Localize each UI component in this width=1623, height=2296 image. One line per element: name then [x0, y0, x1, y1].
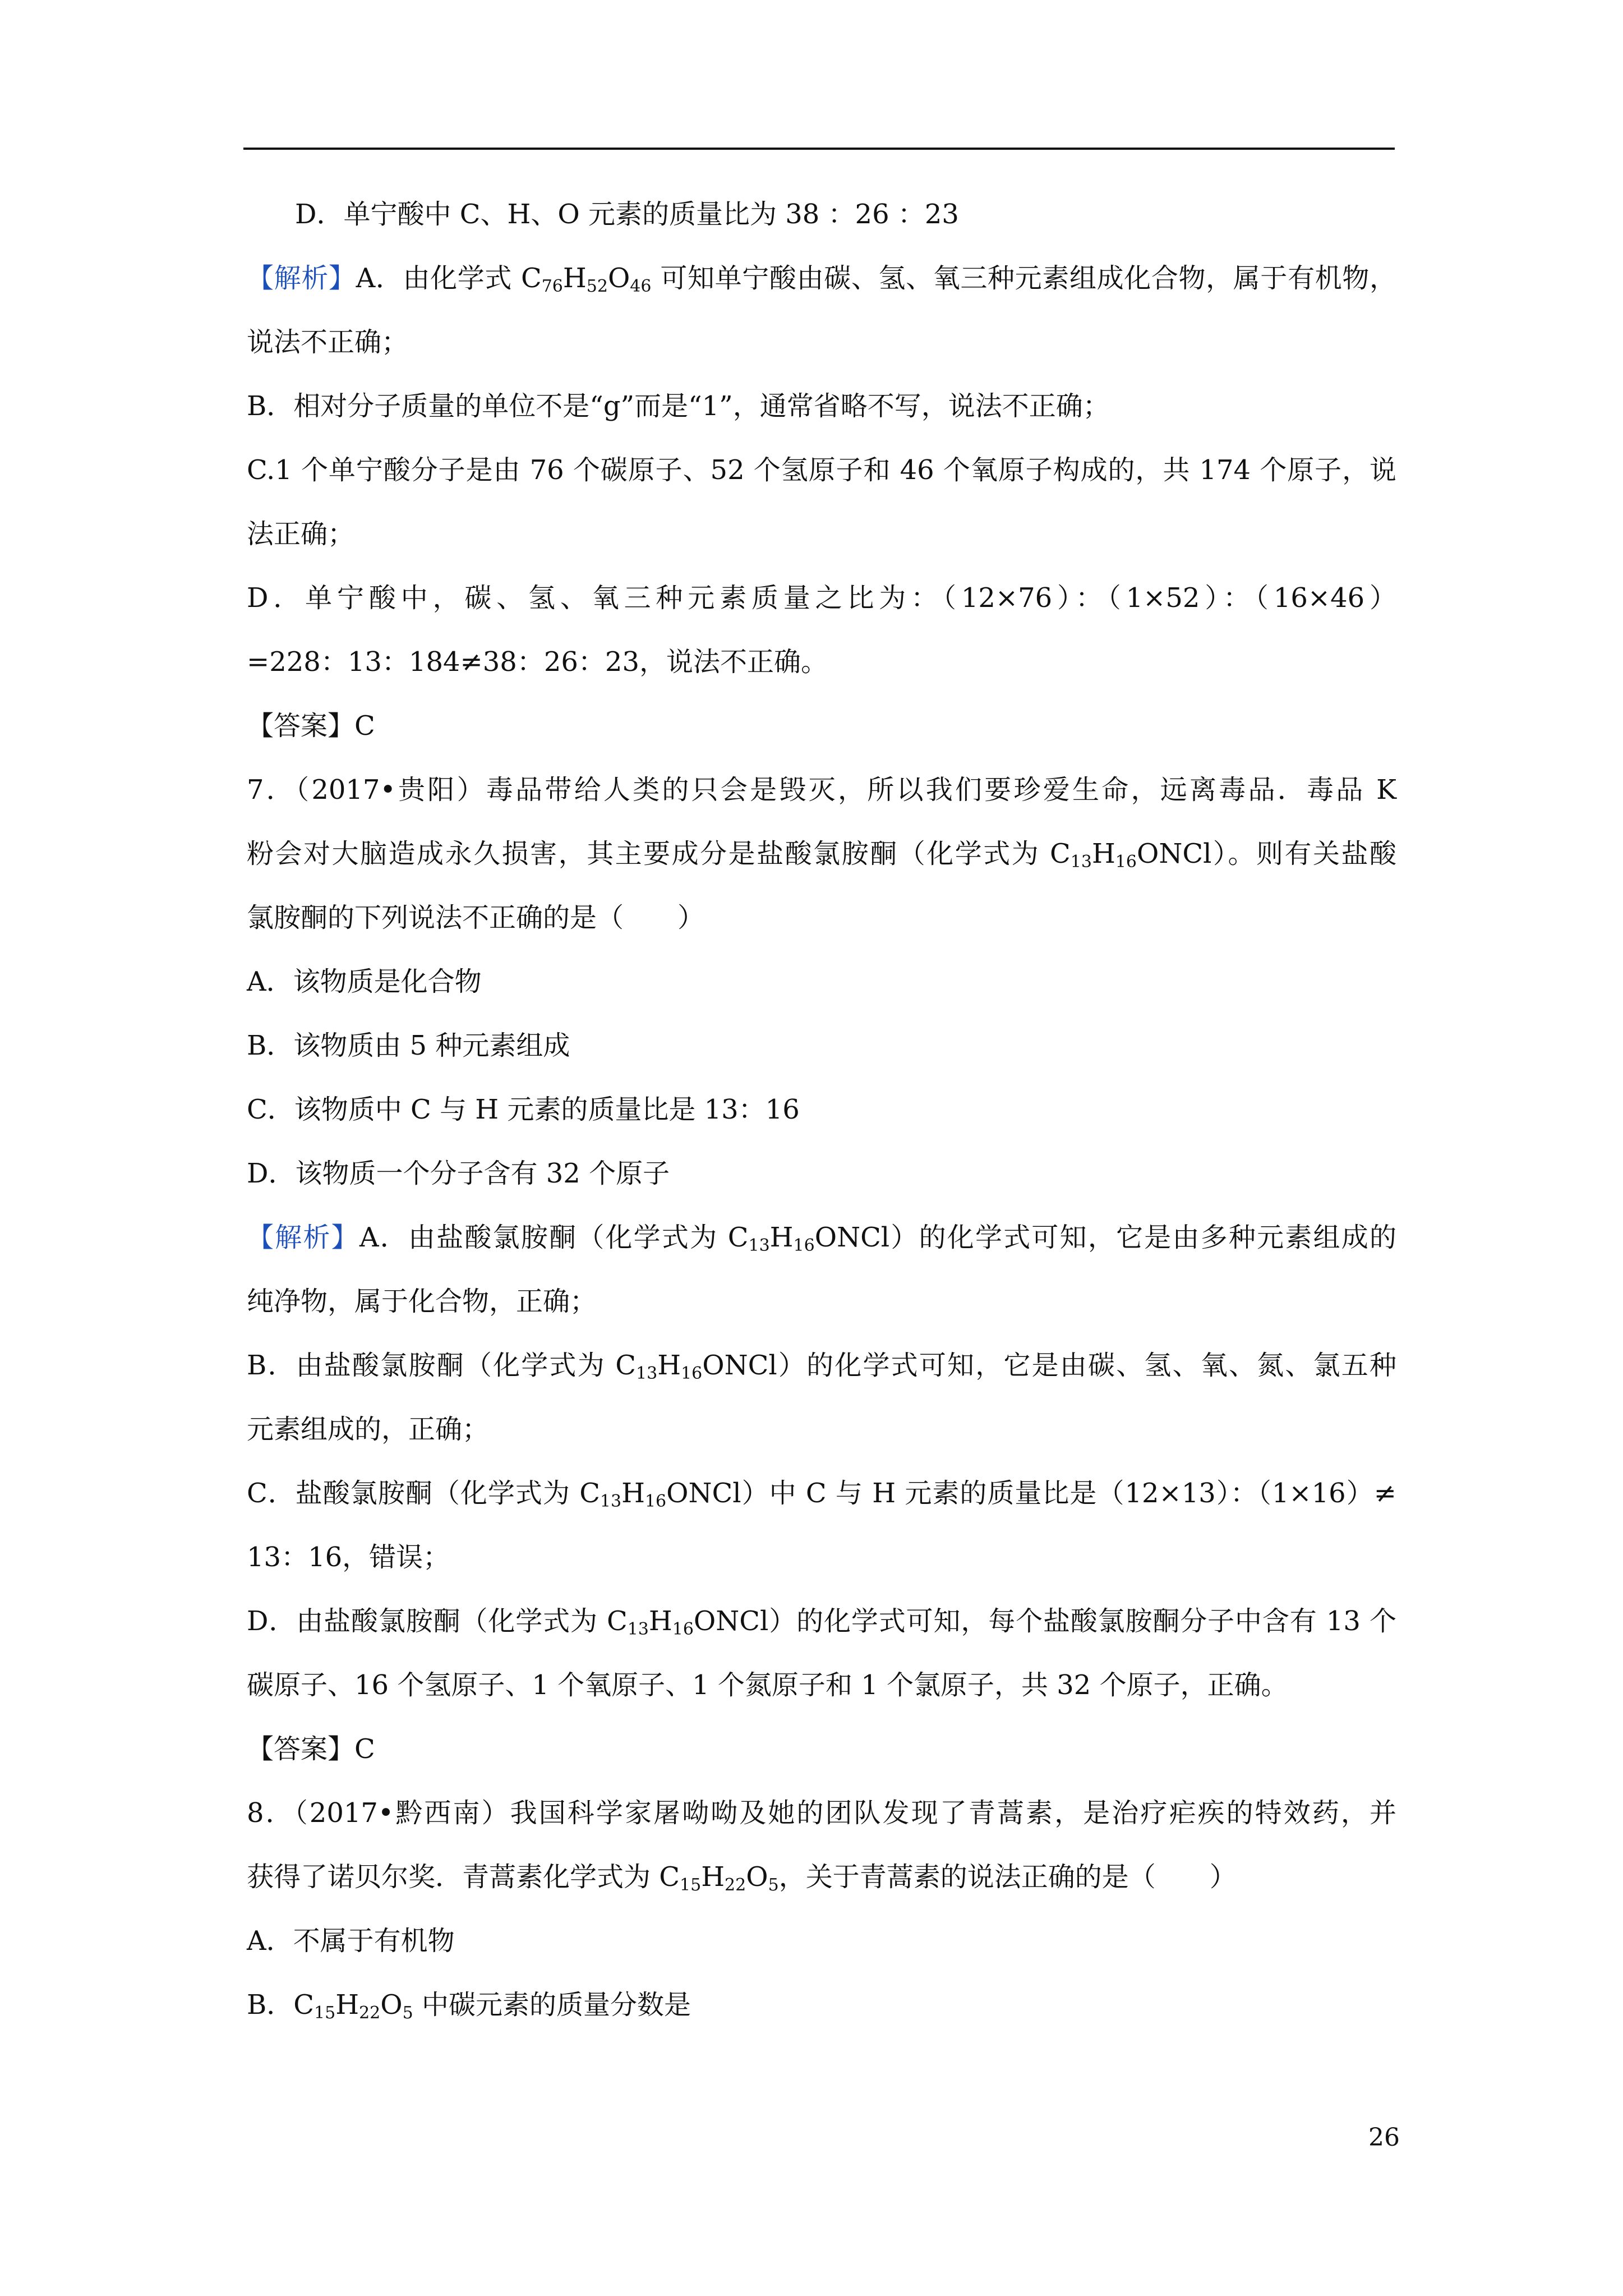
text-line: 氯胺酮的下列说法不正确的是（ ）: [247, 902, 705, 933]
text-line: D．单宁酸中 C、H、O 元素的质量比为 38 ：26 ：23: [295, 199, 959, 230]
answer-line: 【答案】C: [247, 1733, 375, 1765]
text-line: 粉会对大脑造成永久损害，其主要成分是盐酸氯胺酮（化学式为 $C_{13}H_{16}ONCl$）。则有关盐酸: [247, 838, 1396, 872]
text-line: D．由盐酸氯胺酮（化学式为 $C_{13}H_{16}ONCl$）的化学式可知，每个盐酸氯胺酮分子中含有 13 个: [247, 1605, 1396, 1639]
text-line: C.1 个单宁酸分子是由 76 个碳原子、52 个氢原子和 46 个氧原子构成的，共 174 个原子，说: [247, 454, 1396, 486]
option-c: C．该物质中 C 与 H 元素的质量比是 13：16: [247, 1094, 800, 1125]
option-b: B．$C_{15}H_{22}O_5$ 中碳元素的质量分数是: [247, 1989, 691, 2023]
text-line: 碳原子、16 个氢原子、1 个氧原子、1 个氮原子和 1 个氯原子，共 32 个原子，正确。: [247, 1669, 1288, 1701]
page-number: 26: [1368, 2123, 1400, 2152]
option-a: A．不属于有机物: [247, 1925, 455, 1957]
text-line: 【解析】A．由化学式 $C_{76}H_{52}O_{46}$ 可知单宁酸由碳、氢、氧三种元素组成化合物，属于有机物，: [247, 263, 1396, 296]
text-line: 元素组成的，正确；: [247, 1414, 490, 1445]
text-line: 说法不正确；: [247, 326, 409, 358]
option-b: B．该物质由 5 种元素组成: [247, 1030, 570, 1061]
text-line: 13：16，错误；: [247, 1542, 450, 1573]
question-8-title: 8．（2017•黔西南）我国科学家屠呦呦及她的团队发现了青蒿素，是治疗疟疾的特效药，并: [247, 1797, 1396, 1829]
text-line: =228：13：184≠38：26：23，说法不正确。: [247, 646, 828, 678]
text-line: C．盐酸氯胺酮（化学式为 $C_{13}H_{16}ONCl$）中 C 与 H 元素的质量比是（12×13）：（1×16）≠: [247, 1478, 1396, 1511]
option-a: A．该物质是化合物: [247, 966, 482, 997]
analysis-tag: 【解析】: [247, 263, 356, 294]
option-d: D．该物质一个分子含有 32 个原子: [247, 1158, 670, 1189]
analysis-tag: 【解析】: [247, 1222, 359, 1253]
answer-line: 【答案】C: [247, 710, 375, 742]
text-line: B．相对分子质量的单位不是“g”而是“1”，通常省略不写，说法不正确；: [247, 390, 1110, 422]
page-body: [247, 197, 1396, 2052]
text-line: D．单宁酸中，碳、氢、氧三种元素质量之比为：（12×76）：（1×52）：（16×46）: [247, 582, 1396, 614]
text-line: B．由盐酸氯胺酮（化学式为 $C_{13}H_{16}ONCl$）的化学式可知，它是由碳、氢、氧、氮、氯五种: [247, 1350, 1396, 1383]
question-7-title: 7．（2017•贵阳）毒品带给人类的只会是毁灭，所以我们要珍爱生命，远离毒品．毒品 K: [247, 774, 1396, 806]
text-line: 获得了诺贝尔奖．青蒿素化学式为 $C_{15}H_{22}O_5$，关于青蒿素的说法正确的是（ ）: [247, 1861, 1237, 1895]
text-line: 【解析】A．由盐酸氯胺酮（化学式为 $C_{13}H_{16}ONCl$）的化学式可知，它是由多种元素组成的: [247, 1222, 1396, 1255]
text-line: 纯净物，属于化合物，正确；: [247, 1286, 597, 1317]
header-rule: [243, 148, 1395, 150]
text-line: 法正确；: [247, 518, 355, 550]
